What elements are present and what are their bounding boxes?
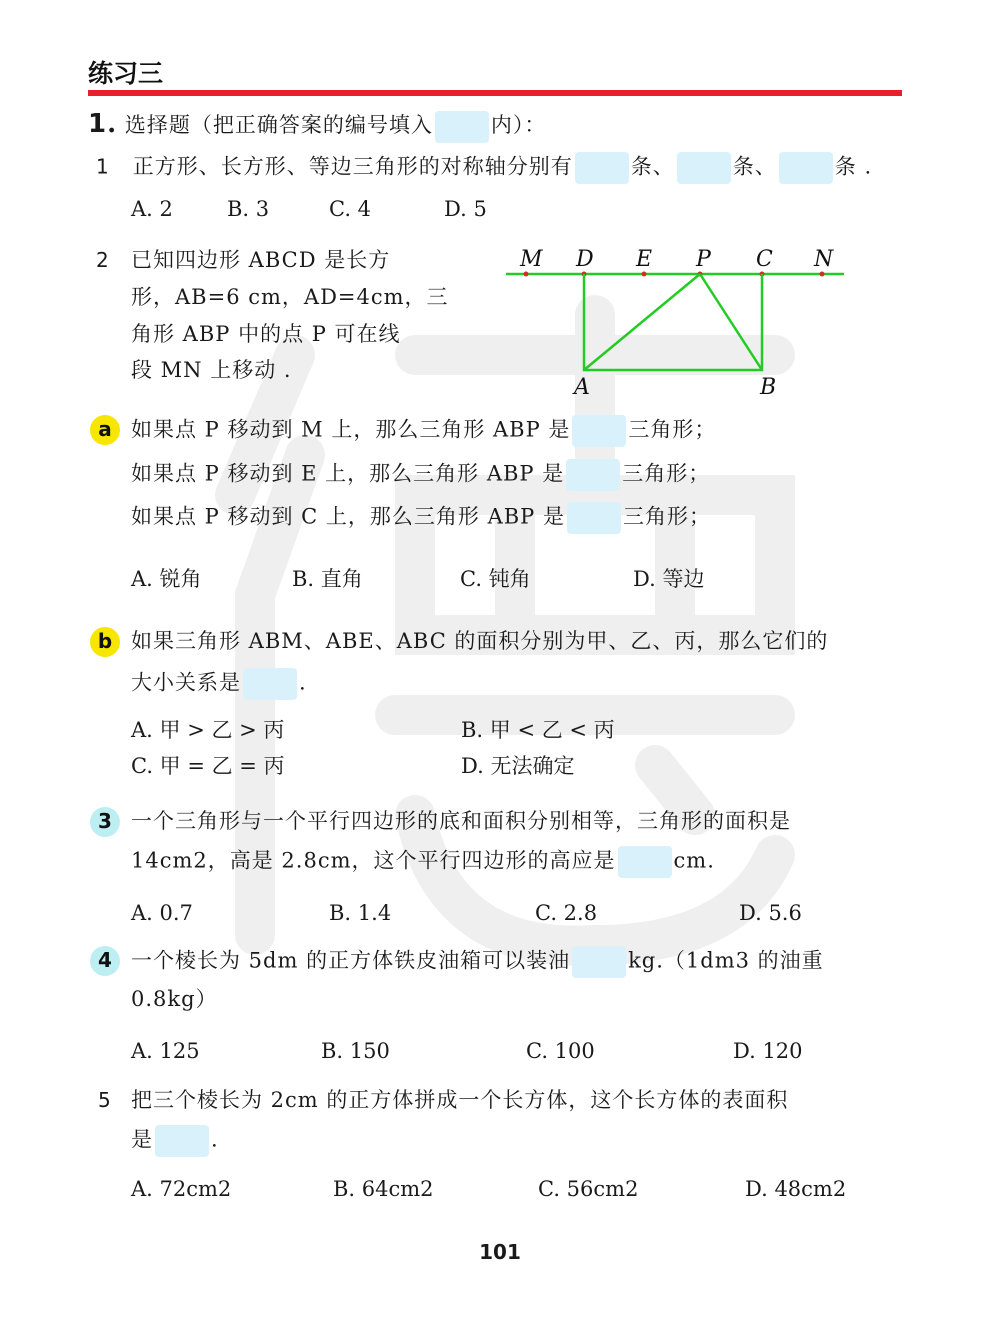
q2-line: 形，AB=6 cm，AD=4cm，三 bbox=[131, 285, 449, 309]
section-text-b: 内）： bbox=[490, 113, 547, 137]
segment-ap bbox=[584, 274, 700, 370]
q3-option[interactable]: D. 5.6 bbox=[739, 901, 802, 925]
q1-blank-2[interactable] bbox=[677, 152, 731, 184]
q1-option[interactable]: B. 3 bbox=[227, 197, 270, 221]
q1-number: 1 bbox=[96, 154, 110, 179]
q5-option[interactable]: B. 64cm2 bbox=[333, 1177, 434, 1201]
q1-sep: 条 . bbox=[834, 154, 873, 179]
part-a-row bbox=[131, 502, 711, 534]
part-a-option[interactable]: C. 钝角 bbox=[460, 567, 531, 591]
q3-text: cm. bbox=[673, 848, 715, 873]
part-a-option[interactable]: A. 锐角 bbox=[131, 567, 202, 591]
q1-option[interactable]: C. 4 bbox=[329, 197, 372, 221]
segment-bp bbox=[700, 274, 762, 370]
heading-underline bbox=[88, 90, 902, 96]
label-e: E bbox=[636, 247, 653, 272]
part-b-line2 bbox=[131, 668, 307, 700]
q1-option[interactable]: A. 2 bbox=[131, 197, 173, 221]
q4-marker: 4 bbox=[90, 946, 120, 976]
part-a-text: 三角形； bbox=[622, 504, 711, 529]
q4-option[interactable]: C. 100 bbox=[526, 1039, 595, 1063]
part-a-blank[interactable] bbox=[566, 459, 620, 491]
part-a-blank[interactable] bbox=[567, 502, 621, 534]
q1-sep: 条、 bbox=[732, 154, 777, 179]
q5-line2 bbox=[131, 1125, 219, 1157]
label-a: A bbox=[574, 375, 590, 400]
part-b-blank[interactable] bbox=[243, 668, 297, 700]
q5-line1: 把三个棱长为 2cm 的正方体拼成一个长方体，这个长方体的表面积 bbox=[131, 1088, 789, 1112]
q5-text: . bbox=[211, 1127, 219, 1152]
part-b-option[interactable]: C. 甲 = 乙 = 丙 bbox=[131, 754, 285, 778]
part-b-option[interactable]: A. 甲 > 乙 > 丙 bbox=[131, 718, 285, 742]
q3-text: 14cm2，高是 2.8cm，这个平行四边形的高应是 bbox=[131, 848, 616, 873]
label-m: M bbox=[520, 247, 543, 272]
part-a-text: 三角形； bbox=[622, 461, 711, 486]
q1-text: 正方形、长方形、等边三角形的对称轴分别有 bbox=[132, 154, 573, 179]
label-p: P bbox=[696, 247, 711, 272]
q4-text: 一个棱长为 5dm 的正方体铁皮油箱可以装油 bbox=[131, 948, 571, 973]
part-b-line1: 如果三角形 ABM、ABE、ABC 的面积分别为甲、乙、丙，那么它们的 bbox=[131, 629, 829, 653]
q4-line2: 0.8kg） bbox=[131, 987, 218, 1011]
q1-option[interactable]: D. 5 bbox=[444, 197, 487, 221]
answer-blank[interactable] bbox=[435, 111, 489, 143]
q2-line: 已知四边形 ABCD 是长方 bbox=[131, 248, 391, 272]
q5-number: 5 bbox=[98, 1088, 112, 1112]
section-number: 1 bbox=[88, 109, 108, 139]
q5-option[interactable]: A. 72cm2 bbox=[131, 1177, 232, 1201]
q2-line: 段 MN 上移动 . bbox=[131, 358, 292, 382]
q5-option[interactable]: C. 56cm2 bbox=[538, 1177, 639, 1201]
section-title: 1. 选择题（把正确答案的编号填入 内）： bbox=[88, 110, 546, 143]
q3-blank[interactable] bbox=[618, 846, 672, 878]
part-a-marker: a bbox=[90, 415, 120, 445]
part-b-option[interactable]: B. 甲 < 乙 < 丙 bbox=[461, 718, 615, 742]
q4-text: kg.（1dm3 的油重 bbox=[628, 948, 824, 973]
label-c: C bbox=[756, 247, 773, 272]
q3-marker: 3 bbox=[90, 807, 120, 837]
part-a-row bbox=[131, 415, 716, 447]
part-a-text: 如果点 P 移动到 M 上，那么三角形 ABP 是 bbox=[131, 417, 571, 442]
part-a-text: 如果点 P 移动到 E 上，那么三角形 ABP 是 bbox=[131, 461, 565, 486]
part-a-text: 如果点 P 移动到 C 上，那么三角形 ABP 是 bbox=[131, 504, 565, 529]
q4-option[interactable]: D. 120 bbox=[733, 1039, 803, 1063]
label-b: B bbox=[760, 375, 777, 400]
q3-line2 bbox=[131, 846, 715, 878]
q3-option[interactable]: C. 2.8 bbox=[535, 901, 598, 925]
rectangle-figure bbox=[500, 240, 860, 405]
part-b-marker: b bbox=[90, 627, 120, 657]
q1-sep: 条、 bbox=[630, 154, 675, 179]
q4-line1 bbox=[131, 946, 824, 978]
section-text-a: 选择题（把正确答案的编号填入 bbox=[124, 113, 433, 137]
part-a-text: 三角形； bbox=[628, 417, 717, 442]
page-number: 101 bbox=[479, 1240, 521, 1264]
rectangle-abcd bbox=[584, 274, 762, 370]
label-d: D bbox=[576, 247, 594, 272]
q1-stem bbox=[96, 152, 872, 184]
q5-option[interactable]: D. 48cm2 bbox=[745, 1177, 847, 1201]
q1-blank-1[interactable] bbox=[575, 152, 629, 184]
q5-blank[interactable] bbox=[155, 1125, 209, 1157]
q2-line: 角形 ABP 中的点 P 可在线 bbox=[131, 322, 401, 346]
part-b-option[interactable]: D. 无法确定 bbox=[461, 754, 575, 778]
q4-option[interactable]: B. 150 bbox=[321, 1039, 390, 1063]
q3-option[interactable]: A. 0.7 bbox=[131, 901, 193, 925]
part-a-option[interactable]: B. 直角 bbox=[292, 567, 363, 591]
part-a-blank[interactable] bbox=[572, 415, 626, 447]
q3-line1: 一个三角形与一个平行四边形的底和面积分别相等，三角形的面积是 bbox=[131, 809, 791, 833]
q5-text: 是 bbox=[131, 1127, 153, 1152]
part-b-text: 大小关系是 bbox=[131, 670, 241, 695]
q2-number: 2 bbox=[96, 248, 110, 272]
part-b-text: . bbox=[299, 670, 307, 695]
label-n: N bbox=[814, 247, 834, 272]
part-a-option[interactable]: D. 等边 bbox=[633, 567, 705, 591]
part-a-row bbox=[131, 459, 710, 491]
page-heading: 练习三 bbox=[88, 59, 164, 88]
q4-blank[interactable] bbox=[572, 946, 626, 978]
q3-option[interactable]: B. 1.4 bbox=[329, 901, 392, 925]
q1-blank-3[interactable] bbox=[779, 152, 833, 184]
q4-option[interactable]: A. 125 bbox=[131, 1039, 200, 1063]
